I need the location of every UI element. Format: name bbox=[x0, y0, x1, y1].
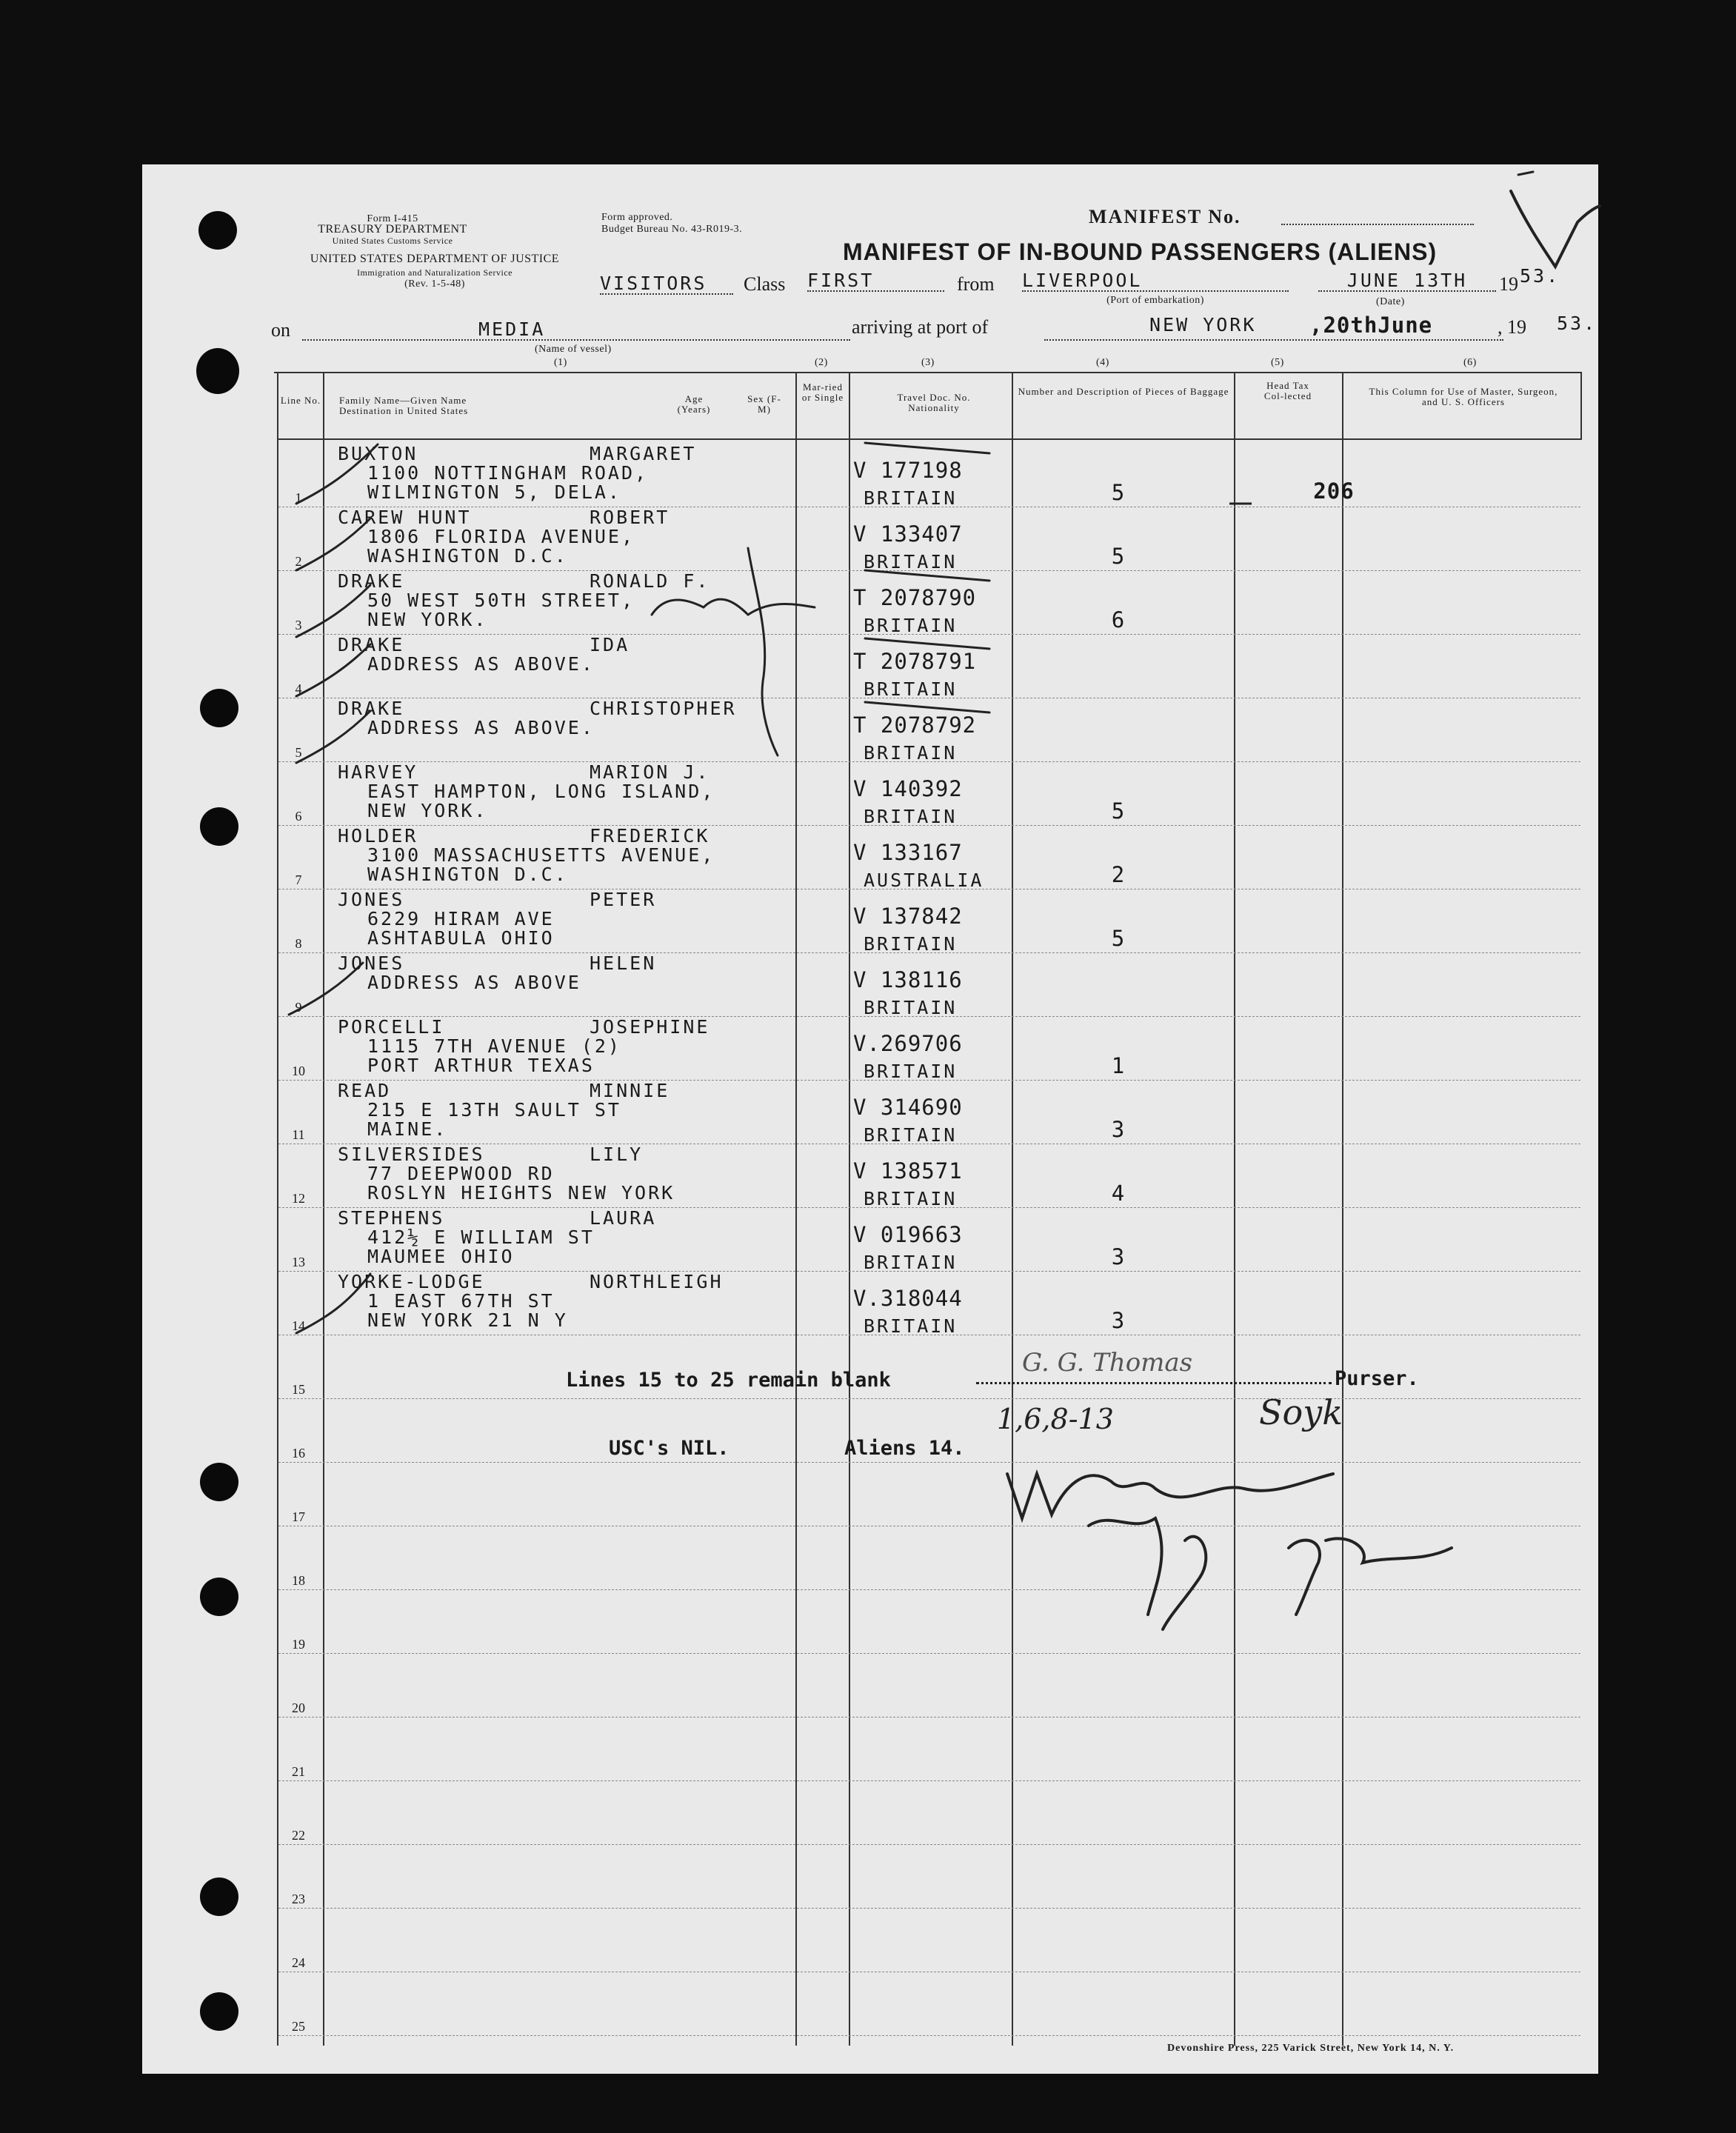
on-label: on bbox=[271, 319, 290, 341]
line-number: 23 bbox=[292, 1892, 305, 1906]
passenger-family-name: JONES bbox=[338, 889, 405, 910]
nationality: BRITAIN bbox=[864, 1252, 958, 1273]
line-number: 6 bbox=[295, 809, 302, 824]
aliens-count: Aliens 14. bbox=[844, 1437, 965, 1460]
line-number: 8 bbox=[295, 936, 302, 951]
manifest-title: MANIFEST OF IN-BOUND PASSENGERS (ALIENS) bbox=[843, 238, 1438, 265]
line-number: 7 bbox=[295, 872, 302, 887]
vessel-name: MEDIA bbox=[478, 318, 546, 340]
baggage-count: 4 bbox=[1111, 1181, 1126, 1206]
form-number: Form I-415 bbox=[367, 213, 418, 224]
passenger-address-line: NEW YORK. bbox=[367, 800, 488, 821]
head-tax: 206 bbox=[1313, 478, 1355, 504]
printer-imprint: Devonshire Press, 225 Varick Street, New York 14, N. Y. bbox=[1167, 2043, 1455, 2054]
arrival-year-prefix: , 19 bbox=[1498, 316, 1526, 338]
header-married: Mar-ried or Single bbox=[801, 381, 844, 403]
passenger-given-name: IDA bbox=[590, 634, 630, 655]
passenger-address-line: 1 EAST 67TH ST bbox=[367, 1290, 555, 1312]
passenger-given-name: ROBERT bbox=[590, 507, 670, 528]
passenger-address-line: WASHINGTON D.C. bbox=[367, 545, 568, 567]
col-number: (3) bbox=[921, 357, 935, 368]
passenger-family-name: STEPHENS bbox=[338, 1207, 445, 1229]
budget-bureau: Budget Bureau No. 43-R019-3. bbox=[601, 224, 743, 235]
line-number: 4 bbox=[295, 681, 302, 696]
passenger-given-name: MARGARET bbox=[590, 443, 697, 464]
revision: (Rev. 1-5-48) bbox=[404, 278, 465, 290]
header-age: Age (Years) bbox=[677, 393, 711, 415]
header-name: Family Name—Given Name bbox=[339, 395, 467, 406]
col-number: (6) bbox=[1463, 357, 1477, 368]
passenger-address-line: ADDRESS AS ABOVE. bbox=[367, 653, 595, 675]
passenger-family-name: READ bbox=[338, 1080, 392, 1101]
lines-blank-note: Lines 15 to 25 remain blank bbox=[566, 1369, 891, 1392]
passenger-address-line: 215 E 13TH SAULT ST bbox=[367, 1099, 621, 1121]
line-number: 1 bbox=[295, 490, 302, 505]
col-number: (4) bbox=[1096, 357, 1109, 368]
departure-date: JUNE 13TH bbox=[1318, 271, 1496, 292]
passenger-family-name: DRAKE bbox=[338, 698, 405, 719]
line-number: 5 bbox=[295, 745, 302, 760]
col-number: (2) bbox=[815, 357, 828, 368]
passenger-address-line: MAUMEE OHIO bbox=[367, 1246, 515, 1267]
passenger-given-name: FREDERICK bbox=[590, 825, 710, 847]
line-number: 3 bbox=[295, 618, 302, 632]
departure-year: 53. bbox=[1520, 265, 1560, 287]
class-value: FIRST bbox=[807, 271, 944, 292]
year-prefix: 19 bbox=[1499, 273, 1518, 295]
line-number: 16 bbox=[292, 1446, 305, 1461]
passenger-address-line: ADDRESS AS ABOVE bbox=[367, 972, 581, 993]
handwritten-initials: Soyk bbox=[1259, 1392, 1343, 1432]
travel-doc-number: V 019663 bbox=[853, 1222, 963, 1247]
purser-signature: G. G. Thomas bbox=[1022, 1348, 1193, 1378]
passenger-family-name: CAREW HUNT bbox=[338, 507, 472, 528]
baggage-count: 1 bbox=[1111, 1053, 1126, 1078]
nationality: BRITAIN bbox=[864, 933, 958, 955]
passenger-address-line: 1100 NOTTINGHAM ROAD, bbox=[367, 462, 649, 484]
passenger-given-name: MARION J. bbox=[590, 761, 710, 783]
line-number: 15 bbox=[292, 1382, 305, 1397]
baggage-count: 5 bbox=[1111, 544, 1126, 569]
line-number: 20 bbox=[292, 1700, 305, 1715]
passenger-family-name: PORCELLI bbox=[338, 1016, 445, 1038]
passenger-address-line: 1806 FLORIDA AVENUE, bbox=[367, 526, 635, 547]
travel-doc-number: V 140392 bbox=[853, 776, 963, 801]
passenger-category: VISITORS bbox=[600, 274, 733, 295]
baggage-count: 6 bbox=[1111, 607, 1126, 632]
passenger-address-line: 6229 HIRAM AVE bbox=[367, 908, 555, 929]
vessel-caption: (Name of vessel) bbox=[535, 344, 612, 355]
passenger-address-line: 412½ E WILLIAM ST bbox=[367, 1226, 595, 1248]
nationality: BRITAIN bbox=[864, 551, 958, 573]
line-number: 14 bbox=[292, 1318, 305, 1333]
line-number: 11 bbox=[292, 1127, 305, 1142]
passenger-address-line: NEW YORK. bbox=[367, 609, 488, 630]
line-number: 22 bbox=[292, 1828, 305, 1843]
header-baggage: Number and Description of Pieces of Baggage bbox=[1018, 386, 1229, 397]
usc-count: USC's NIL. bbox=[609, 1437, 730, 1460]
line-number: 21 bbox=[292, 1764, 305, 1779]
arrival-port: NEW YORK bbox=[1149, 314, 1257, 336]
travel-doc-number: T 2078792 bbox=[853, 712, 977, 738]
passenger-address-line: 1115 7TH AVENUE (2) bbox=[367, 1035, 621, 1057]
line-number: 19 bbox=[292, 1637, 305, 1652]
handwritten-line-note: 1,6,8-13 bbox=[997, 1403, 1114, 1435]
nationality: BRITAIN bbox=[864, 615, 958, 636]
passenger-address-line: NEW YORK 21 N Y bbox=[367, 1309, 568, 1331]
line-number: 17 bbox=[292, 1509, 305, 1524]
travel-doc-number: V 138116 bbox=[853, 967, 963, 992]
passenger-given-name: HELEN bbox=[590, 952, 657, 974]
col-number: (5) bbox=[1271, 357, 1284, 368]
form-approved: Form approved. bbox=[601, 212, 673, 223]
passenger-address-line: 50 WEST 50TH STREET, bbox=[367, 590, 635, 611]
line-number: 2 bbox=[295, 554, 302, 569]
ins-service: Immigration and Naturalization Service bbox=[357, 267, 513, 278]
passenger-given-name: PETER bbox=[590, 889, 657, 910]
baggage-count: 3 bbox=[1111, 1308, 1126, 1333]
line-number: 12 bbox=[292, 1191, 305, 1206]
passenger-address-line: MAINE. bbox=[367, 1118, 448, 1140]
nationality: BRITAIN bbox=[864, 997, 958, 1018]
passenger-given-name: JOSEPHINE bbox=[590, 1016, 710, 1038]
line-number: 25 bbox=[292, 2019, 305, 2034]
travel-doc-number: V.318044 bbox=[853, 1286, 963, 1311]
header-travel-doc: Travel Doc. No. Nationality bbox=[897, 392, 971, 413]
baggage-count: 3 bbox=[1111, 1244, 1126, 1269]
travel-doc-number: T 2078791 bbox=[853, 649, 977, 674]
travel-doc-number: V 138571 bbox=[853, 1158, 963, 1184]
nationality: BRITAIN bbox=[864, 487, 958, 509]
arrival-date: ,20thJune bbox=[1309, 313, 1433, 338]
passenger-address-line: WASHINGTON D.C. bbox=[367, 864, 568, 885]
justice-dept: UNITED STATES DEPARTMENT OF JUSTICE bbox=[310, 253, 560, 265]
line-number: 18 bbox=[292, 1573, 305, 1588]
passenger-given-name: CHRISTOPHER bbox=[590, 698, 737, 719]
header-line-no: Line No. bbox=[280, 395, 321, 406]
arrival-year: 53. bbox=[1557, 313, 1598, 334]
travel-doc-number: T 2078790 bbox=[853, 585, 977, 610]
col-number: (1) bbox=[554, 357, 567, 368]
baggage-count: 5 bbox=[1111, 798, 1126, 824]
nationality: BRITAIN bbox=[864, 806, 958, 827]
passenger-given-name: NORTHLEIGH bbox=[590, 1271, 724, 1292]
line-number: 13 bbox=[292, 1255, 305, 1269]
purser-label: Purser. bbox=[1335, 1367, 1419, 1390]
passenger-family-name: SILVERSIDES bbox=[338, 1144, 485, 1165]
customs-service: United States Customs Service bbox=[332, 236, 453, 246]
nationality: BRITAIN bbox=[864, 1315, 958, 1337]
passenger-given-name: RONALD F. bbox=[590, 570, 710, 592]
passenger-family-name: DRAKE bbox=[338, 570, 405, 592]
passenger-family-name: DRAKE bbox=[338, 634, 405, 655]
baggage-count: 3 bbox=[1111, 1117, 1126, 1142]
nationality: BRITAIN bbox=[864, 742, 958, 764]
passenger-address-line: ROSLYN HEIGHTS NEW YORK bbox=[367, 1182, 675, 1204]
passenger-address-line: ASHTABULA OHIO bbox=[367, 927, 555, 949]
travel-doc-number: V 137842 bbox=[853, 904, 963, 929]
passenger-family-name: HARVEY bbox=[338, 761, 418, 783]
travel-doc-number: V.269706 bbox=[853, 1031, 963, 1056]
passenger-family-name: HOLDER bbox=[338, 825, 418, 847]
nationality: BRITAIN bbox=[864, 1124, 958, 1146]
embarkation-caption: (Port of embarkation) bbox=[1106, 295, 1204, 306]
line-number: 24 bbox=[292, 1955, 305, 1970]
from-label: from bbox=[957, 273, 995, 295]
header-destination: Destination in United States bbox=[339, 405, 469, 416]
passenger-address-line: ADDRESS AS ABOVE. bbox=[367, 717, 595, 738]
passenger-address-line: WILMINGTON 5, DELA. bbox=[367, 481, 621, 503]
passenger-family-name: JONES bbox=[338, 952, 405, 974]
header-head-tax: Head Tax Col-lected bbox=[1263, 380, 1312, 401]
class-label: Class bbox=[744, 273, 786, 295]
passenger-address-line: 77 DEEPWOOD RD bbox=[367, 1163, 555, 1184]
treasury-dept: TREASURY DEPARTMENT bbox=[318, 223, 467, 236]
passenger-given-name: LILY bbox=[590, 1144, 644, 1165]
passenger-address-line: PORT ARTHUR TEXAS bbox=[367, 1055, 595, 1076]
passenger-given-name: MINNIE bbox=[590, 1080, 670, 1101]
nationality: BRITAIN bbox=[864, 1188, 958, 1209]
date-caption: (Date) bbox=[1376, 296, 1405, 307]
passenger-given-name: LAURA bbox=[590, 1207, 657, 1229]
manifest-no-label: MANIFEST No. bbox=[1089, 206, 1241, 227]
line-number: 10 bbox=[292, 1064, 305, 1078]
nationality: BRITAIN bbox=[864, 678, 958, 700]
passenger-family-name: YORKE-LODGE bbox=[338, 1271, 485, 1292]
line-number: 9 bbox=[295, 1000, 302, 1015]
nationality: BRITAIN bbox=[864, 1061, 958, 1082]
baggage-count: 5 bbox=[1111, 480, 1126, 505]
arriving-label: arriving at port of bbox=[852, 316, 989, 338]
passenger-address-line: 3100 MASSACHUSETTS AVENUE, bbox=[367, 844, 715, 866]
baggage-count: 5 bbox=[1111, 926, 1126, 951]
travel-doc-number: V 133167 bbox=[853, 840, 963, 865]
passenger-family-name: BUXTON bbox=[338, 443, 418, 464]
passenger-address-line: EAST HAMPTON, LONG ISLAND, bbox=[367, 781, 715, 802]
travel-doc-number: V 133407 bbox=[853, 521, 963, 547]
nationality: AUSTRALIA bbox=[864, 869, 984, 891]
travel-doc-number: V 314690 bbox=[853, 1095, 963, 1120]
embarkation-port: LIVERPOOL bbox=[1022, 271, 1289, 292]
header-officers: This Column for Use of Master, Surgeon, and U. S. Officers bbox=[1369, 386, 1558, 407]
travel-doc-number: V 177198 bbox=[853, 458, 963, 483]
header-sex: Sex (F-M) bbox=[747, 393, 781, 415]
baggage-count: 2 bbox=[1111, 862, 1126, 887]
